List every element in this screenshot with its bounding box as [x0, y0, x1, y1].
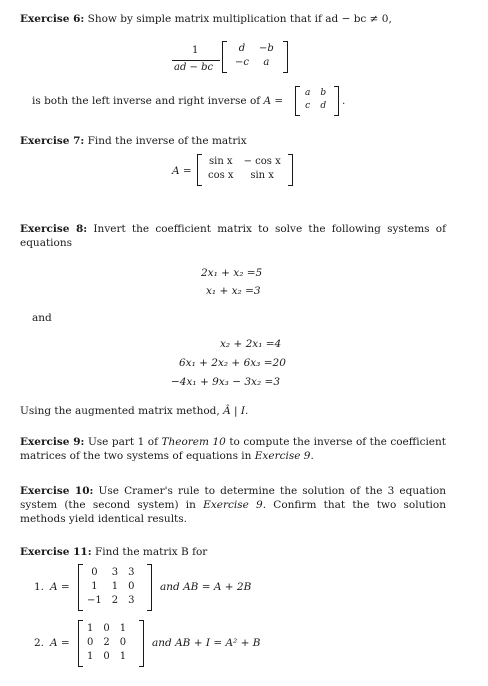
- and-text: and: [32, 312, 52, 324]
- matrix-cell: 3: [128, 595, 135, 607]
- exercise-11-label: Exercise 11:: [20, 546, 92, 558]
- exercise-8-paragraph: [20, 222, 446, 250]
- exercise-7-text: Find the inverse of the matrix: [87, 135, 247, 147]
- system1-eq2: x₁ + x₂ =3: [206, 285, 261, 297]
- matrix-cell: 3: [111, 567, 119, 579]
- matrix-ex11-1: [78, 564, 152, 611]
- exercise-10-text-b: . Confirm that the two solution methods yield identical results.: [20, 499, 446, 526]
- matrix-cell: 2: [111, 595, 119, 607]
- item-1-condition: and AB = A + 2B: [160, 581, 252, 593]
- exercise-6-label: Exercise 6:: [20, 13, 85, 25]
- exercise-10-label: Exercise 10:: [20, 485, 94, 497]
- exercise-ref: Exercise 9: [254, 450, 311, 463]
- item-1-A-eq: A =: [50, 581, 70, 593]
- exercise-11-heading: [20, 545, 207, 559]
- exercise-9-paragraph: [20, 435, 446, 463]
- theorem-ref: Theorem 10: [161, 436, 226, 448]
- exercise-6-A-eq: A =: [263, 95, 284, 107]
- fraction-denominator: ad − bc: [174, 62, 214, 73]
- exercise-6-text: Show by simple matrix multiplication that if ad − bc ≠ 0,: [87, 13, 392, 25]
- matrix-cell: 0: [128, 581, 135, 593]
- matrix-cell: 0: [119, 637, 127, 649]
- exercise-10-paragraph: [20, 484, 446, 527]
- exercise-8-text: Invert the coefficient matrix to solve the following systems of equations: [20, 223, 446, 250]
- matrix-cell: 1: [91, 581, 98, 593]
- matrix-cell: 1: [119, 651, 127, 663]
- exercise-6-line2-text: is both the left inverse and right inverse of: [32, 95, 261, 107]
- matrix-cell: −b: [258, 43, 274, 55]
- matrix-cell: sin x: [208, 156, 233, 168]
- system2-eq3: −4x₁ + 9x₃ − 3x₂ =3: [171, 376, 280, 388]
- exercise-7-heading: [20, 134, 247, 148]
- item-1-number: 1.: [34, 581, 45, 593]
- item-2-number: 2.: [34, 637, 45, 649]
- matrix-cell: a: [305, 88, 311, 99]
- matrix-cell: d: [238, 43, 246, 55]
- exercise-10-text-a: Use Cramer's rule to determine the solution of the 3 equation system (the second system) in: [20, 485, 447, 512]
- matrix-ex7: [197, 154, 293, 186]
- matrix-cell: 0: [103, 623, 110, 635]
- exercise-11-text: Find the matrix B for: [94, 546, 208, 558]
- matrix-ex6-adjugate: [222, 41, 288, 73]
- matrix-cell: 0: [87, 637, 94, 649]
- matrix-cell: 2: [103, 637, 110, 649]
- matrix-cell: 1: [87, 651, 94, 663]
- matrix-ex11-2: [78, 620, 144, 667]
- matrix-cell: d: [320, 101, 327, 112]
- augmented-method-line: [20, 404, 248, 418]
- matrix-cell: −1: [87, 595, 102, 607]
- exercise-6-line2: [32, 94, 283, 108]
- matrix-cell: −c: [235, 57, 249, 69]
- system2-eq2: 6x₁ + 2x₂ + 6x₃ =20: [179, 357, 286, 369]
- matrix-cell: c: [305, 101, 311, 112]
- augmented-expr: Â | I.: [223, 405, 249, 417]
- period: .: [342, 95, 346, 107]
- fraction-numerator: 1: [192, 45, 199, 56]
- exercise-8-label: Exercise 8:: [20, 223, 88, 235]
- matrix-cell: sin x: [250, 170, 274, 182]
- exercise-7-A-eq: A =: [172, 165, 192, 177]
- item-2-A-eq: A =: [50, 637, 70, 649]
- matrix-cell: cos x: [208, 170, 234, 182]
- matrix-cell: 0: [103, 651, 110, 663]
- exercise-7-label: Exercise 7:: [20, 135, 85, 147]
- exercise-9-text-b: to compute the inverse of the coefficient matrices of the two systems of equations in: [20, 436, 447, 463]
- matrix-cell: − cos x: [243, 156, 281, 168]
- matrix-cell: 1: [87, 623, 94, 635]
- matrix-ex6-A: [295, 86, 339, 116]
- exercise-9-text-a: Use part 1 of: [87, 436, 158, 448]
- matrix-cell: 1: [111, 581, 119, 593]
- matrix-cell: 0: [91, 567, 98, 579]
- system2-eq1: x₂ + 2x₁ =4: [220, 338, 282, 350]
- matrix-cell: b: [320, 88, 327, 99]
- system1-eq1: 2x₁ + x₂ =5: [201, 267, 263, 279]
- matrix-cell: 1: [119, 623, 127, 635]
- matrix-cell: a: [263, 57, 270, 69]
- exercise-9-label: Exercise 9:: [20, 436, 85, 448]
- item-2-condition: and AB + I = A² + B: [152, 637, 261, 649]
- exercise-6-heading: [20, 12, 392, 26]
- augmented-text: Using the augmented matrix method,: [20, 405, 220, 417]
- matrix-cell: 3: [128, 567, 135, 579]
- exercise-ref: Exercise 9: [203, 499, 263, 512]
- exercise-9-end: .: [310, 450, 314, 463]
